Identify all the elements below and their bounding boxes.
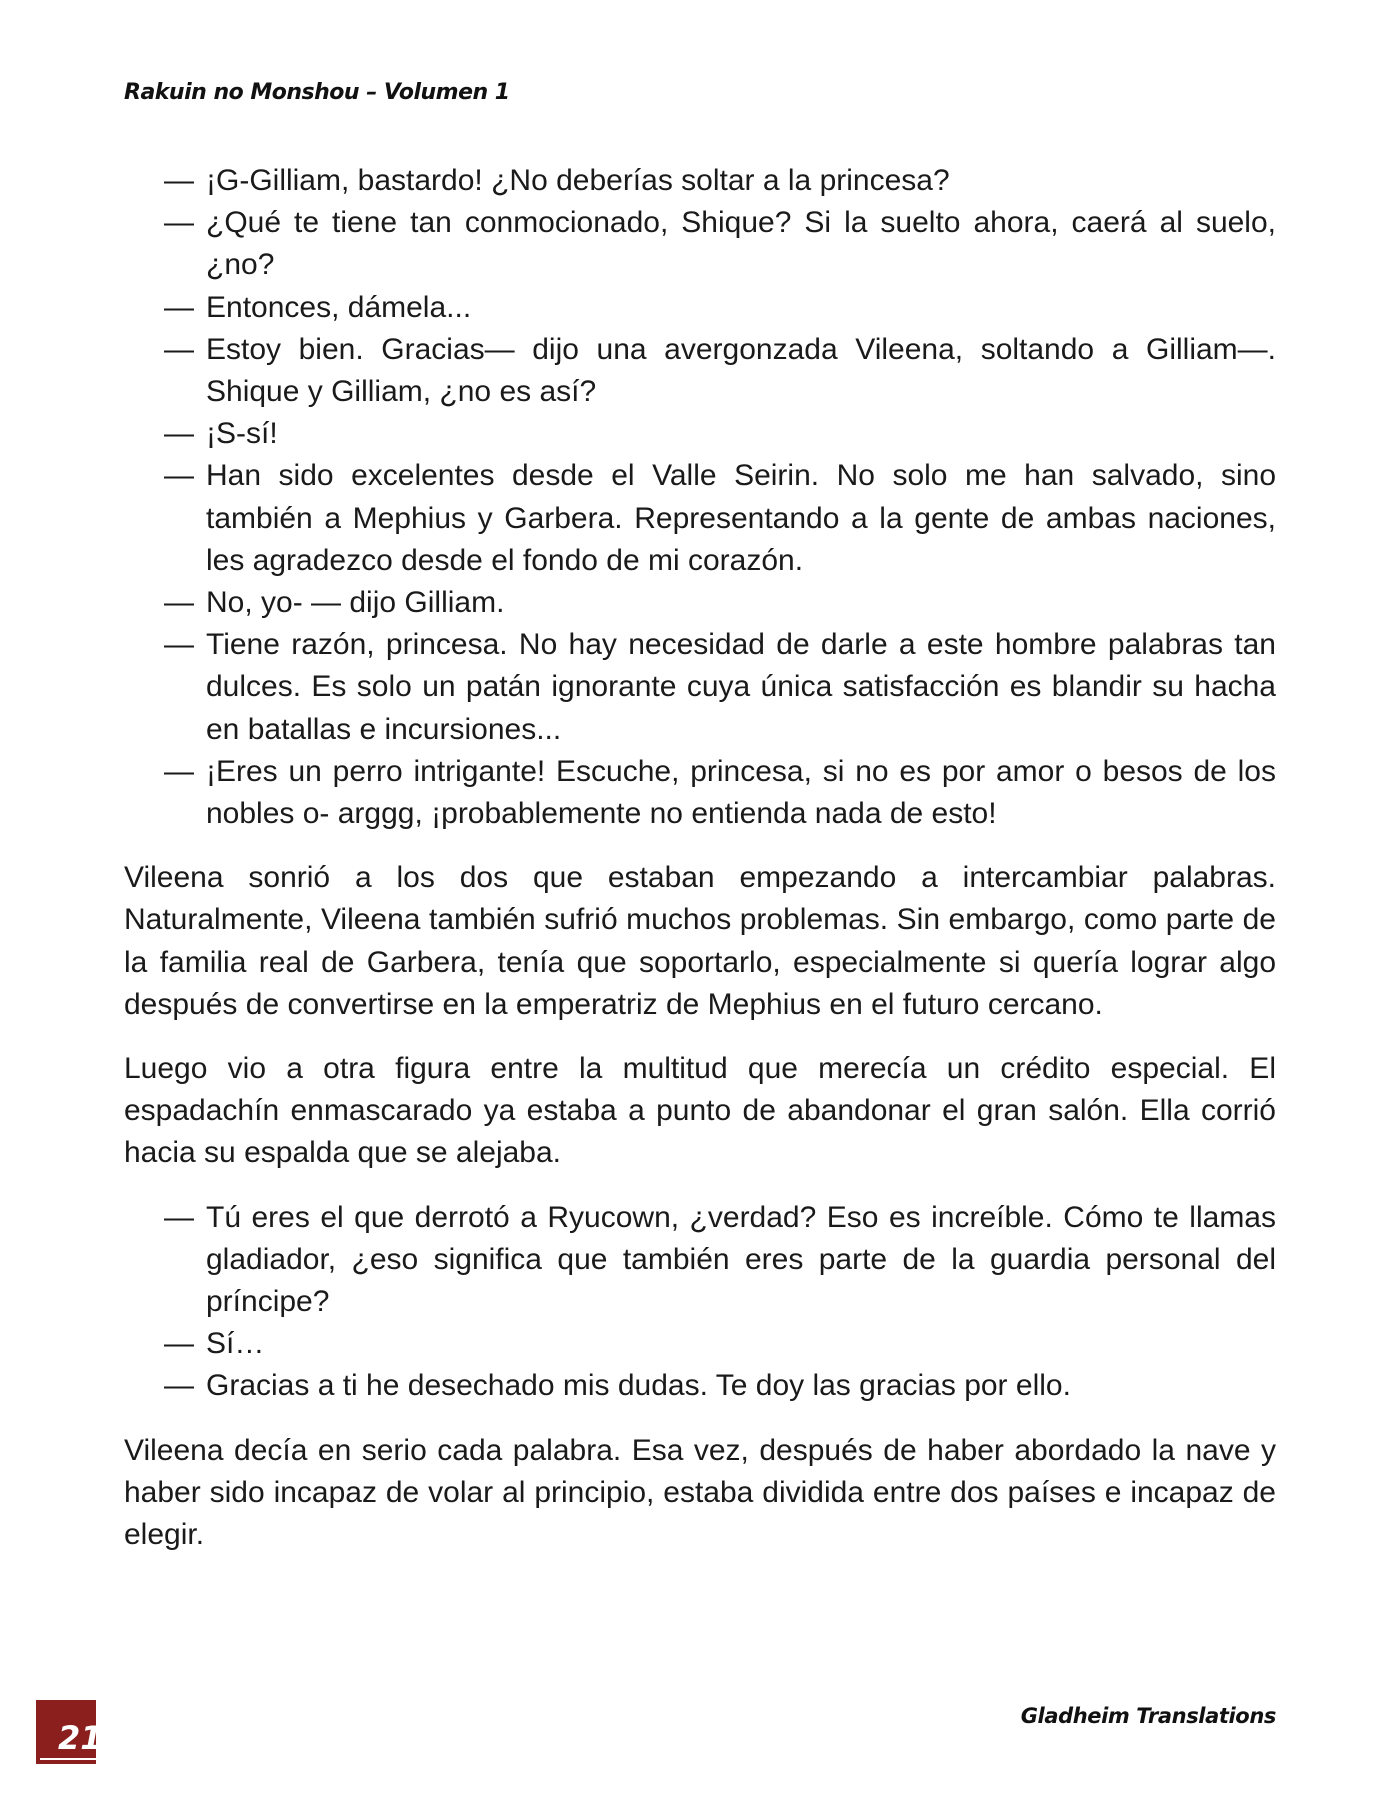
- dialogue-dash: —: [164, 206, 194, 240]
- dialogue-dash: —: [164, 332, 194, 366]
- dialogue-block-2: [124, 1197, 1276, 1408]
- dialogue-line: [124, 287, 1276, 329]
- running-header-title: Rakuin no Monshou – Volumen 1: [124, 80, 510, 105]
- dialogue-line: [124, 202, 1276, 286]
- page-number: 21: [58, 1719, 103, 1757]
- dialogue-text: ¡Eres un perro intrigante! Escuche, princesa, si no es por amor o besos de los nobles o- arggg, ¡probablemente no entienda nada de esto!: [206, 754, 1276, 831]
- dialogue-dash: —: [164, 164, 194, 197]
- dialogue-text: Tiene razón, princesa. No hay necesidad de darle a este hombre palabras tan dulces. Es solo un patán ignorante cuya única satisfacción es blandir su hacha en batallas e incursiones...: [206, 628, 1276, 746]
- dialogue-text: Entonces, dámela...: [206, 290, 472, 324]
- dialogue-dash: —: [164, 417, 194, 451]
- dialogue-line: [124, 1323, 1276, 1365]
- dialogue-line: [124, 751, 1276, 835]
- dialogue-line: [124, 413, 1276, 455]
- narrative-paragraph: Luego vio a otra figura entre la multitud que merecía un crédito especial. El espadachín enmascarado ya estaba a punto de abandonar el gran salón. Ella corrió hacia su espalda que se alejaba.: [124, 1052, 1276, 1170]
- dialogue-block-1: [124, 160, 1276, 835]
- dialogue-text: No, yo- — dijo Gilliam.: [206, 586, 505, 620]
- dialogue-line: [124, 1197, 1276, 1324]
- dialogue-text: Han sido excelentes desde el Valle Seirin. No solo me han salvado, sino también a Mephius y Garbera. Representando a la gente de ambas naciones, les agradezco desde el fondo de mi corazón.: [206, 459, 1276, 577]
- dialogue-text: Tú eres el que derrotó a Ryucown, ¿verdad? Eso es increíble. Cómo te llamas gladiador, ¿eso significa que también eres parte de la guardia personal del príncipe?: [206, 1200, 1276, 1319]
- dialogue-line: [124, 329, 1276, 413]
- dialogue-line: [124, 455, 1276, 582]
- dialogue-dash: —: [164, 290, 194, 324]
- footer-credit: Gladheim Translations: [1020, 1704, 1276, 1728]
- dialogue-text: ¡S-sí!: [206, 417, 278, 451]
- dialogue-line: [124, 624, 1276, 751]
- dialogue-dash: —: [164, 1200, 194, 1234]
- dialogue-dash: —: [164, 628, 194, 662]
- dialogue-line: [124, 1365, 1276, 1407]
- narrative-paragraph: Vileena sonrió a los dos que estaban empezando a intercambiar palabras. Naturalmente, Vileena también sufrió muchos problemas. Sin embargo, como parte de la familia real de Garbera, tenía que soportarlo, especialmente si quería lograr algo después de convertirse en la emperatriz de Mephius en el futuro cercano.: [124, 861, 1276, 1021]
- dialogue-text: ¡G-Gilliam, bastardo! ¿No deberías soltar a la princesa?: [206, 164, 950, 197]
- narrative-paragraph: Vileena decía en serio cada palabra. Esa vez, después de haber abordado la nave y haber sido incapaz de volar al principio, estaba dividida entre dos países e incapaz de elegir.: [124, 1433, 1276, 1552]
- dialogue-text: Estoy bien. Gracias— dijo una avergonzada Vileena, soltando a Gilliam—. Shique y Gilliam, ¿no es así?: [206, 332, 1276, 409]
- dialogue-dash: —: [164, 459, 194, 493]
- dialogue-line: [124, 160, 1276, 202]
- dialogue-dash: —: [164, 586, 194, 620]
- dialogue-text: ¿Qué te tiene tan conmocionado, Shique? Si la suelto ahora, caerá al suelo, ¿no?: [206, 206, 1276, 282]
- page-body: [124, 160, 1276, 1578]
- dialogue-text: Gracias a ti he desechado mis dudas. Te doy las gracias por ello.: [206, 1369, 1071, 1403]
- dialogue-dash: —: [164, 754, 194, 788]
- dialogue-dash: —: [164, 1327, 194, 1361]
- dialogue-text: Sí…: [206, 1327, 265, 1361]
- page-number-underline: [40, 1758, 96, 1760]
- dialogue-dash: —: [164, 1369, 194, 1403]
- dialogue-line: [124, 582, 1276, 624]
